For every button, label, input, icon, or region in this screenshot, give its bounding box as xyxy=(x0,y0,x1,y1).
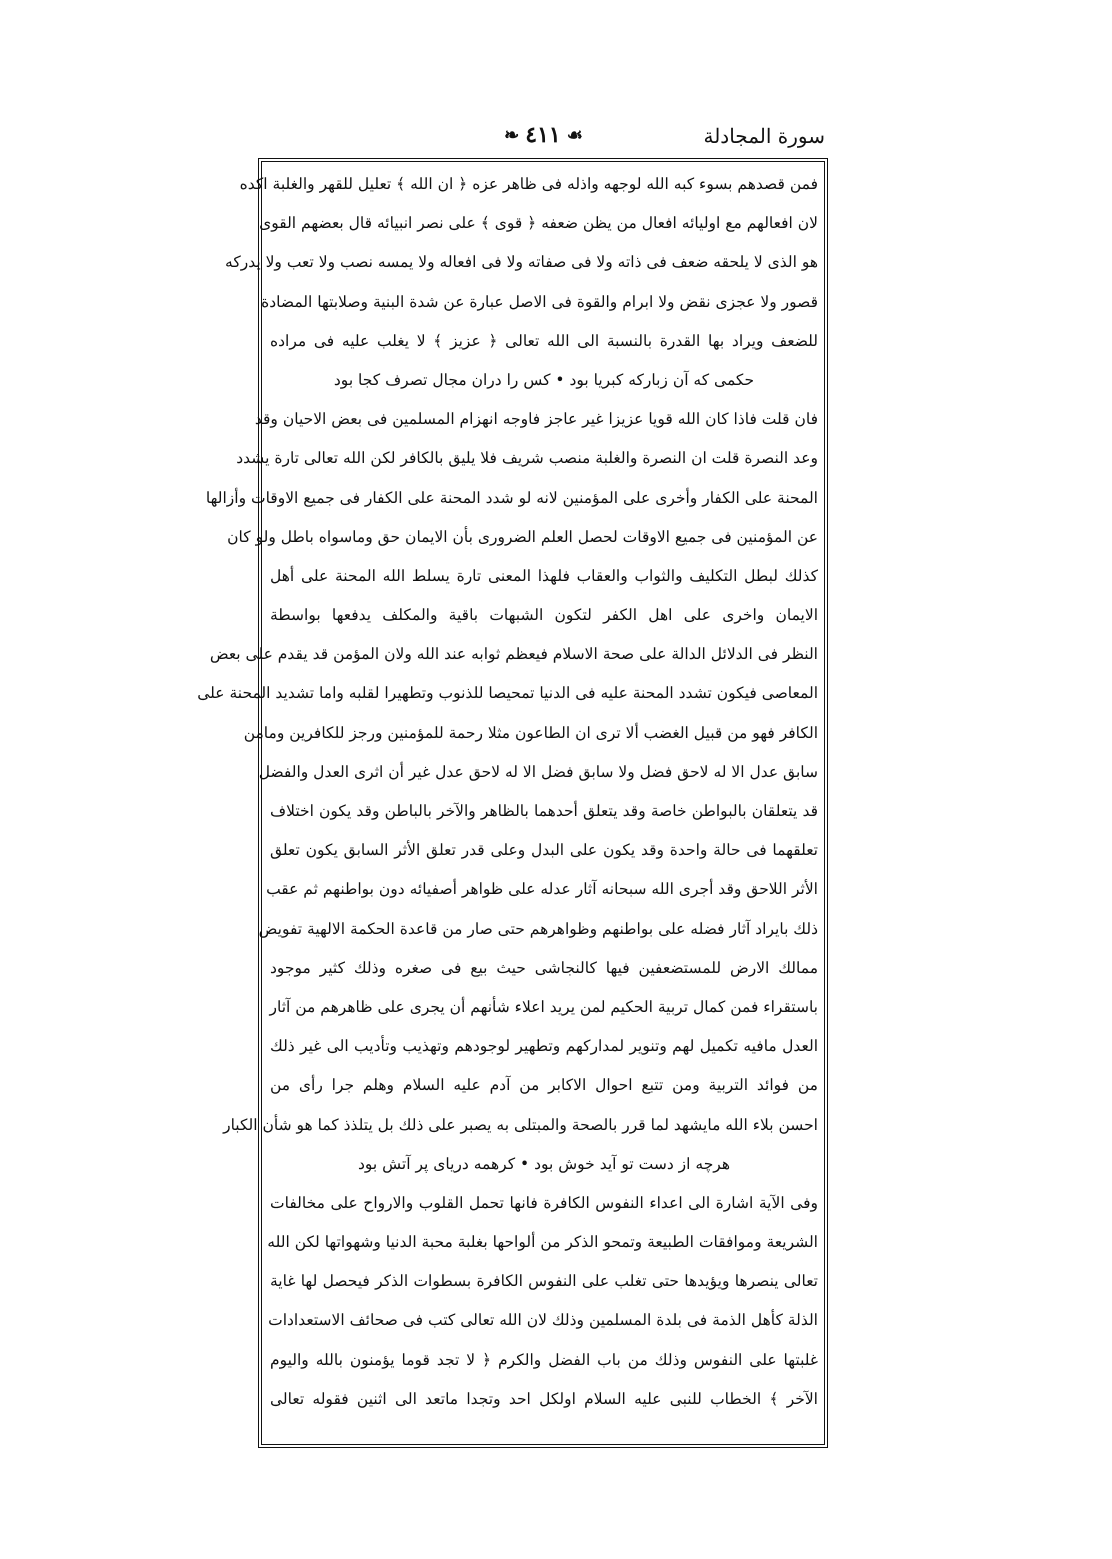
text-line: الآخر ﴾ الخطاب للنبى عليه السلام اولكل احد وتجدا ماتعد الى اثنين فقوله تعالى xyxy=(270,1389,818,1408)
page-header xyxy=(262,118,825,158)
text-line: ذلك بايراد آثار فضله على بواطنهم وظواهرهم حتى صار من قاعدة الحكمة الالهية تفويض xyxy=(258,919,818,938)
text-line: الايمان واخرى على اهل الكفر لتكون الشبهات باقية والمكلف يدفعها بواسطة xyxy=(270,606,818,625)
text-line: الأثر اللاحق وقد أجرى الله سبحانه آثار عدله على ظواهر أصفيائه دون بواطنهم ثم عقب xyxy=(266,880,818,899)
text-line: كذلك لبطل التكليف والثواب والعقاب فلهذا المعنى تارة يسلط الله المحنة على أهل xyxy=(270,566,818,585)
text-line: فمن قصدهم بسوء كبه الله لوجهه واذله فى ظاهر عزه ﴿ ان الله ﴾ تعليل للقهر والغلبة اكده xyxy=(239,175,818,193)
text-line: تعالى ينصرها ويؤيدها حتى تغلب على النفوس الكافرة بسطوات الذكر فيحصل لها غاية xyxy=(270,1272,818,1291)
text-line: الذلة كأهل الذمة فى بلدة المسلمين وذلك لان الله تعالى كتب فى صحائف الاستعدادات xyxy=(268,1311,818,1330)
text-line: وفى الآية اشارة الى اعداء النفوس الكافرة فانها تحمل القلوب والارواح على مخالفات xyxy=(270,1193,818,1212)
text-line: فان قلت فاذا كان الله قويا عزيزا غير عاجز فاوجه انهزام المسلمين فى بعض الاحيان وقد xyxy=(254,410,818,429)
text-line: قصور ولا عجزى نقض ولا ابرام والقوة فى الاصل عبارة عن شدة البنية وصلابتها المضادة xyxy=(261,292,818,311)
text-line: المعاصى فيكون تشدد المحنة عليه فى الدنيا تمحيصا للذنوب وتطهيرا لقلبه واما تشديد المحنة على xyxy=(197,684,818,703)
text-line: تعلقهما فى حالة واحدة وقد يكون على البدل وعلى قدر تعلق الأثر السابق يكون تعلق xyxy=(270,841,818,860)
persian-verse: حكمى كه آن زباركه كبريا بود • كس را دران مجال تصرف كجا بود xyxy=(333,370,755,389)
text-line: غلبتها على النفوس وذلك من باب الفضل والكرم ﴿ لا تجد قوما يؤمنون بالله واليوم xyxy=(270,1350,818,1369)
left-ornament-icon: ❧ xyxy=(504,124,520,146)
text-line: عن المؤمنين فى جميع الاوقات لحصل العلم الضرورى بأن الايمان حق وماسواه باطل ولو كان xyxy=(227,527,818,546)
text-line: الكافر فهو من قبيل الغضب ألا ترى ان الطاعون مثلا رحمة للمؤمنين ورجز للكافرين ومامن xyxy=(243,723,818,742)
text-line: الشريعة وموافقات الطبيعة وتمحو الذكر من ألواحها بغلبة محبة الدنيا وشهواتها لكن الله xyxy=(267,1233,818,1252)
main-text xyxy=(197,165,818,1419)
text-line: لان افعالهم مع اوليائه افعال من يظن ضعفه ﴿ قوى ﴾ على نصر انبيائه قال بعضهم القوى xyxy=(259,214,818,233)
text-line: ممالك الارض للمستضعفين فيها كالنجاشى حيث بيع فى صغره وذلك كثير موجود xyxy=(270,958,818,977)
text-line: قد يتعلقان بالبواطن خاصة وقد يتعلق أحدهما بالظاهر والآخر بالباطن وقد يكون اختلاف xyxy=(270,802,818,820)
text-line: من فوائد التربية ومن تتبع احوال الاكابر من آدم عليه السلام وهلم جرا رأى من xyxy=(270,1076,818,1095)
surah-title: سورة المجادلة xyxy=(703,124,825,148)
text-line: وعد النصرة قلت ان النصرة والغلبة منصب شريف فلا يليق بالكافر لكن الله تعالى تارة يشدد xyxy=(236,449,818,468)
text-line: النظر فى الدلائل الدالة على صحة الاسلام فيعظم ثوابه عند الله ولان المؤمن قد يقدم على بعض xyxy=(209,645,818,664)
right-ornament-icon: ☙ xyxy=(566,124,583,146)
text-line: للضعف ويراد بها القدرة بالنسبة الى الله تعالى ﴿ عزيز ﴾ لا يغلب عليه فى مراده xyxy=(270,331,818,350)
text-line: هو الذى لا يلحقه ضعف فى ذاته ولا فى صفاته ولا فى افعاله ولا يمسه نصب ولا تعب ولا يدركه xyxy=(225,253,818,272)
text-line: احسن بلاء الله مايشهد لما قرر بالصحة والمبتلى به يصبر على ذلك بل يتلذذ كما هو شأن الكبار xyxy=(223,1115,818,1134)
text-line: باستقراء فمن كمال تربية الحكيم لمن يريد اعلاء شأنهم أن يجرى على ظاهرهم من آثار xyxy=(269,997,818,1016)
text-line: العدل مافيه تكميل لهم وتنوير لمداركهم وتطهير لوجودهم وتهذيب وتأديب الى غير ذلك xyxy=(270,1037,818,1056)
text-line: سابق عدل الا له لاحق فضل ولا سابق فضل الا له لاحق عدل غير أن اثرى العدل والفضل xyxy=(258,762,818,781)
persian-verse: هرچه از دست تو آيد خوش بود • كرهمه درياى پر آتش بود xyxy=(358,1154,730,1173)
text-line: المحنة على الكفار وأخرى على المؤمنين لانه لو شدد المحنة على الكفار فى جميع الاوقات وأزالها xyxy=(205,488,818,507)
page-number-ornament xyxy=(504,122,583,148)
page-number: ٤١١ xyxy=(525,122,561,148)
